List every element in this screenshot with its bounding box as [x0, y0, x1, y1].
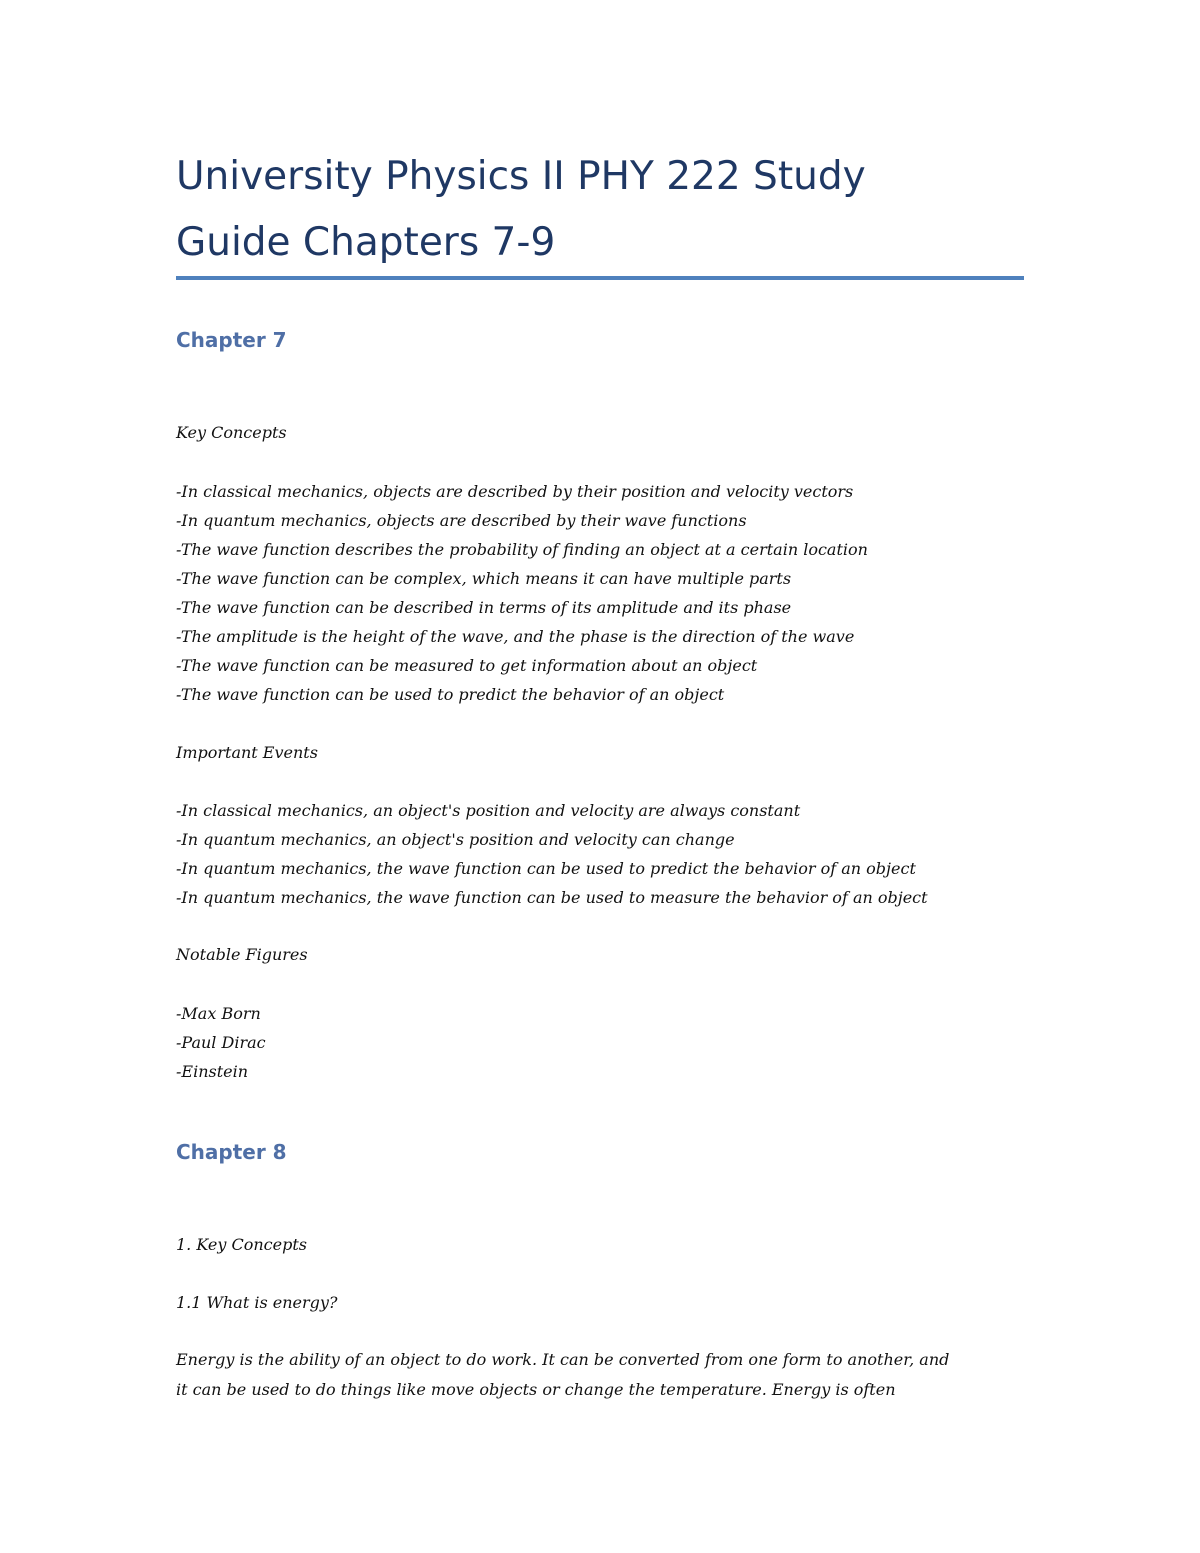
list-item: -The wave function can be complex, which means it can have multiple parts: [176, 569, 792, 588]
ch7-important-events-list: [176, 796, 928, 912]
ch7-notable-figures-label: Notable Figures: [176, 945, 308, 964]
ch7-key-concepts-label: Key Concepts: [176, 423, 287, 442]
title-line-2: Guide Chapters 7-9: [176, 220, 556, 265]
list-item: -In quantum mechanics, objects are described by their wave functions: [176, 511, 747, 530]
list-item: -The amplitude is the height of the wave, and the phase is the direction of the wave: [176, 627, 855, 646]
list-item: -Einstein: [176, 1062, 249, 1081]
document-title: [176, 148, 866, 272]
list-item: -The wave function can be used to predict the behavior of an object: [176, 685, 725, 704]
list-item: -In quantum mechanics, the wave function can be used to predict the behavior of an object: [176, 859, 916, 878]
list-item: -In classical mechanics, objects are described by their position and velocity vectors: [176, 482, 854, 501]
list-item: -The wave function describes the probability of finding an object at a certain location: [176, 540, 868, 559]
list-item: -In classical mechanics, an object's position and velocity are always constant: [176, 801, 801, 820]
title-line-1: University Physics II PHY 222 Study: [176, 154, 866, 199]
list-item: -Paul Dirac: [176, 1033, 266, 1052]
list-item: -The wave function can be described in terms of its amplitude and its phase: [176, 598, 792, 617]
chapter-8-heading: Chapter 8: [176, 1140, 287, 1164]
ch7-notable-figures-list: [176, 999, 266, 1086]
ch8-section-label: 1. Key Concepts: [176, 1235, 307, 1254]
list-item: -In quantum mechanics, an object's position and velocity can change: [176, 830, 735, 849]
ch8-energy-paragraph: [176, 1345, 949, 1404]
title-underline-rule: [176, 276, 1024, 280]
list-item: -The wave function can be measured to get information about an object: [176, 656, 758, 675]
list-item: -Max Born: [176, 1004, 261, 1023]
ch7-key-concepts-list: [176, 477, 868, 709]
ch7-important-events-label: Important Events: [176, 743, 318, 762]
list-item: -In quantum mechanics, the wave function can be used to measure the behavior of an object: [176, 888, 928, 907]
ch8-subsection-label: 1.1 What is energy?: [176, 1293, 338, 1312]
paragraph-line: it can be used to do things like move objects or change the temperature. Energy is often: [176, 1379, 896, 1399]
chapter-7-heading: Chapter 7: [176, 328, 287, 352]
paragraph-line: Energy is the ability of an object to do work. It can be converted from one form to another, and: [176, 1350, 950, 1369]
